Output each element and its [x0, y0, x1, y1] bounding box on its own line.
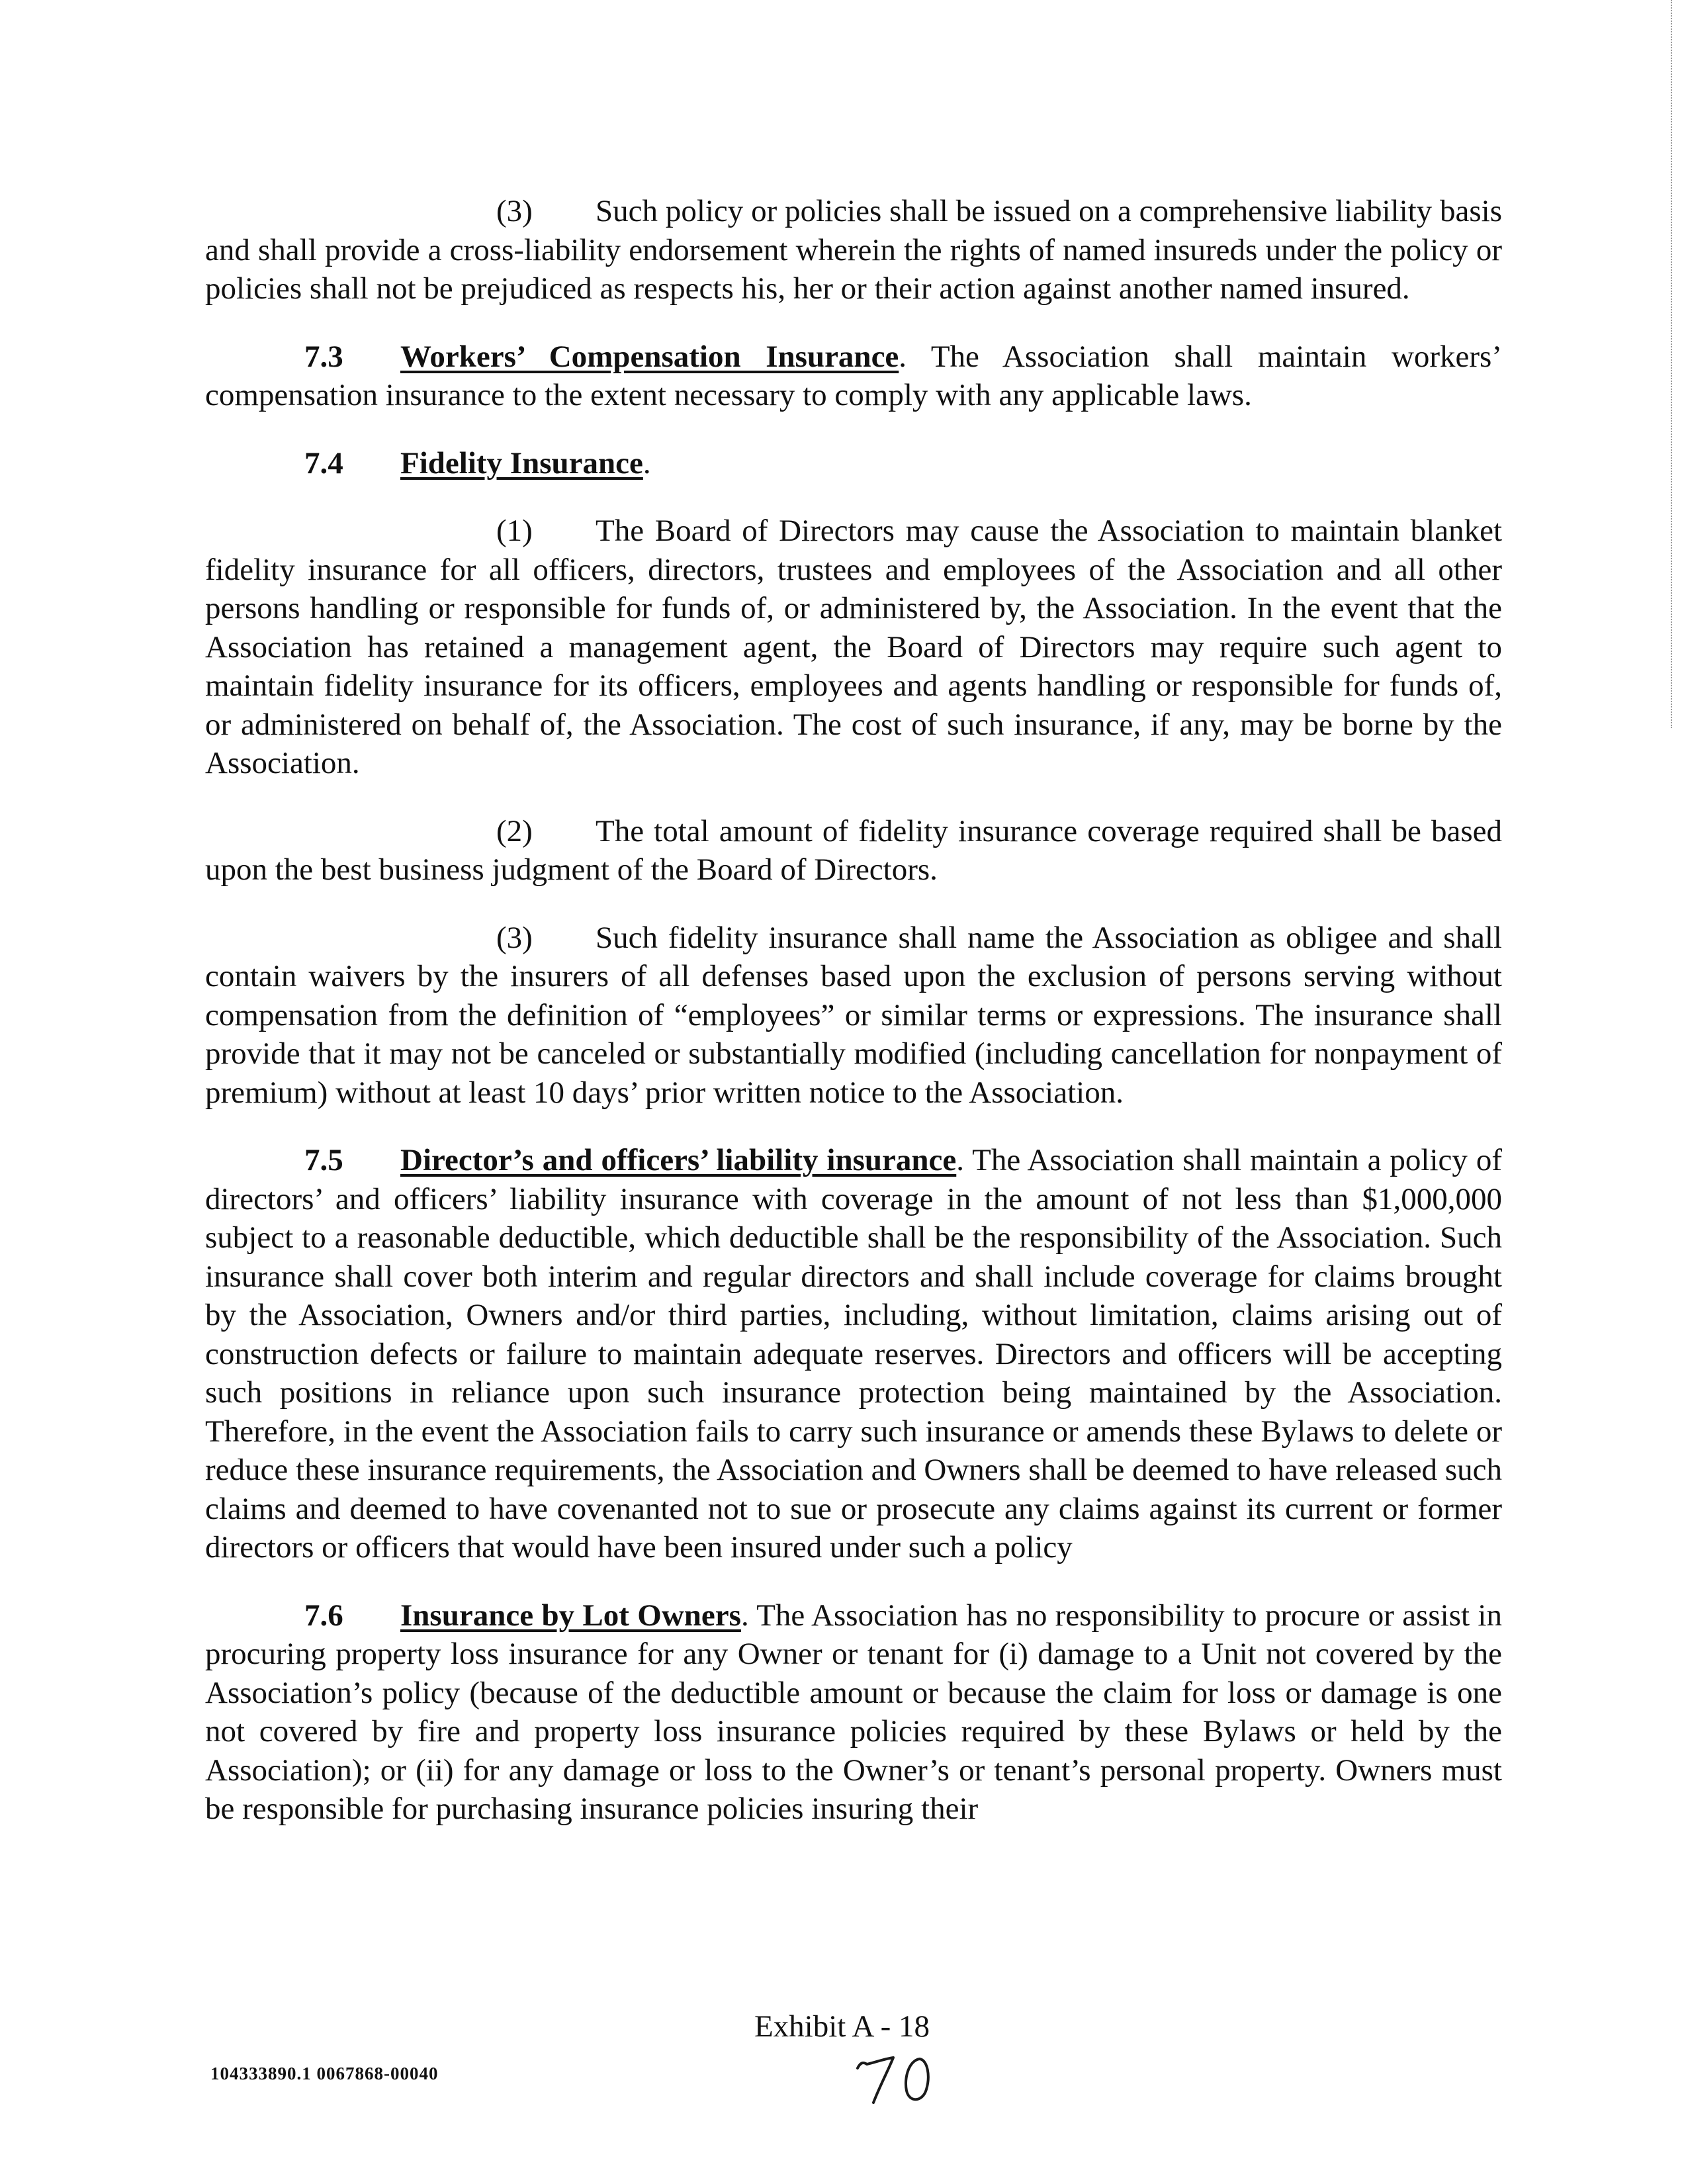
section-heading: Insurance by Lot Owners: [400, 1598, 741, 1633]
paragraph-text: Such fidelity insurance shall name the Association as obligee and shall contain waivers by the insurers of all defenses based upon the exclusion of persons serving without compensation from the definition of “employees” or similar terms or expressions. The insurance shall provide that it may not be canceled or substantially modified (including cancellation for nonpayment of premium) without at least 10 days’ prior written notice to the Association.: [205, 920, 1502, 1110]
paragraph-7-4-3: [205, 919, 1502, 1113]
paragraph-7-4-2: [205, 812, 1502, 889]
section-number: 7.3: [304, 339, 343, 374]
paragraph-text: . The Association shall maintain workers’ compensation insurance to the extent necessary to comply with any applicable laws.: [205, 339, 1502, 412]
handwritten-page-number: [854, 2048, 953, 2108]
paragraph-text: .: [643, 445, 651, 480]
section-number: 7.4: [304, 445, 343, 480]
footer-exhibit-title: Exhibit A - 18: [754, 2009, 930, 2044]
footer-document-id: 104333890.1 0067868-00040: [210, 2064, 439, 2083]
section-heading: Director’s and officers’ liability insurance: [400, 1143, 957, 1177]
section-7-5: [205, 1141, 1502, 1567]
paragraph-text: . The Association has no responsibility to procure or assist in procuring property loss insurance for any Owner or tenant for (i) damage to a Unit not covered by the Association’s policy (because of the deductible amount or because the claim for loss or damage is one not covered by fire and property loss insurance policies required by these Bylaws or held by the Association); or (ii) for any damage or loss to the Owner’s or tenant’s personal property. Owners must be responsible for purchasing insurance policies insuring their: [205, 1598, 1502, 1826]
paragraph-7-2-3: [205, 192, 1502, 308]
section-7-3: [205, 338, 1502, 415]
section-7-6: [205, 1596, 1502, 1829]
section-7-4: [205, 444, 1502, 483]
section-number: 7.6: [304, 1598, 343, 1633]
subsection-number: (3): [496, 920, 533, 955]
paragraph-text: Such policy or policies shall be issued on a comprehensive liability basis and shall provide a cross-liability endorsement wherein the rights of named insureds under the policy or policies shall not be prejudiced as respects his, her or their action against another named insured.: [205, 194, 1502, 306]
subsection-number: (1): [496, 514, 533, 548]
document-body: [205, 192, 1502, 1858]
paragraph-text: The total amount of fidelity insurance coverage required shall be based upon the best business judgment of the Board of Directors.: [205, 813, 1502, 887]
subsection-number: (3): [496, 194, 533, 228]
section-heading: Workers’ Compensation Insurance: [400, 339, 899, 374]
paragraph-text: . The Association shall maintain a policy of directors’ and officers’ liability insurance with coverage in the amount of not less than $1,000,000 subject to a reasonable deductible, which deductible shall be the responsibility of the Association. Such insurance shall cover both interim and regular directors and shall include coverage for claims brought by the Association, Owners and/or third parties, including, without limitation, claims arising out of construction defects or failure to maintain adequate reserves. Directors and officers will be accepting such positions in reliance upon such insurance protection being maintained by the Association. Therefore, in the event the Association fails to carry such insurance or amends these Bylaws to delete or reduce these insurance requirements, the Association and Owners shall be deemed to have released such claims and deemed to have covenanted not to sue or prosecute any claims against its current or former directors or officers that would have been insured under such a policy: [205, 1143, 1502, 1565]
subsection-number: (2): [496, 813, 533, 848]
paragraph-text: The Board of Directors may cause the Association to maintain blanket fidelity insurance for all officers, directors, trustees and employees of the Association and all other persons handling or responsible for funds of, or administered by, the Association. In the event that the Association has retained a management agent, the Board of Directors may require such agent to maintain fidelity insurance for its officers, employees and agents handling or responsible for funds of, or administered on behalf of, the Association. The cost of such insurance, if any, may be borne by the Association.: [205, 514, 1502, 780]
page-edge-marks: [1669, 0, 1672, 728]
section-number: 7.5: [304, 1143, 343, 1177]
section-heading: Fidelity Insurance: [400, 445, 643, 480]
paragraph-7-4-1: [205, 512, 1502, 783]
